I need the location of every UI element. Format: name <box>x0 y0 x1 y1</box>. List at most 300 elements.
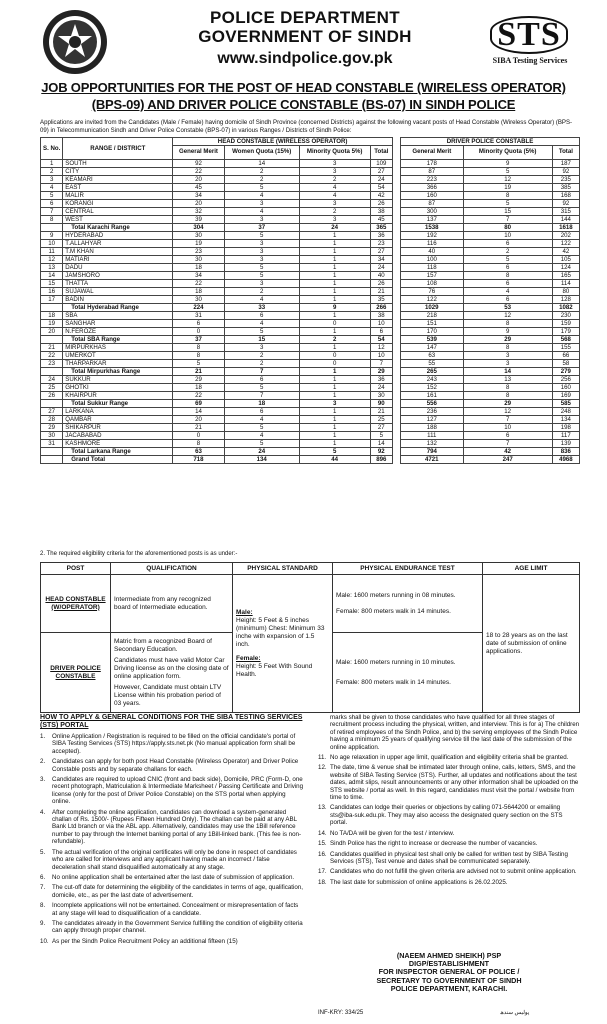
hc-value: 4 <box>299 192 370 200</box>
condition-text: No age relaxation in upper age limit, qualification and eligibility criteria shall be granted. <box>330 754 569 762</box>
hc-value: 92 <box>370 448 392 456</box>
howto-title: HOW TO APPLY & GENERAL CONDITIONS FOR THE SIBA TESTING SERVICES (STS) PORTAL <box>40 714 303 729</box>
hc-value: 0 <box>299 352 370 360</box>
total-row <box>41 456 393 464</box>
phys-male: Height: 5 Feet & 5 inches (minimum) Chest: Minimum 33 inche with expansion of 1.5 inch. <box>236 616 325 648</box>
dc-value: 8 <box>463 392 552 400</box>
condition-number: 16. <box>318 850 327 858</box>
dc-value: 111 <box>401 432 464 440</box>
qh-physical: PHYSICAL STANDARD <box>233 563 333 575</box>
dc-value: 10 <box>463 424 552 432</box>
dc-value: 4 <box>463 288 552 296</box>
condition-item <box>318 868 580 875</box>
total-row <box>401 336 580 344</box>
condition-number: 9. <box>40 919 46 927</box>
sno-cell: 3 <box>41 176 63 184</box>
dc-value: 151 <box>401 320 464 328</box>
condition-number: 17. <box>318 868 327 876</box>
district-name: MIRPURKHAS <box>63 344 173 352</box>
condition-number: 13. <box>318 804 327 812</box>
condition-number: 1. <box>40 733 46 740</box>
hc-group-header: HEAD CONSTABLE (WIRELESS OPERATOR) <box>173 138 393 146</box>
hc-end-female: Female: 800 meters walk in 14 minutes. <box>336 607 451 615</box>
dc-value: 243 <box>401 376 464 384</box>
district-name: LARKANA <box>63 408 173 416</box>
dc-value: 87 <box>401 168 464 176</box>
district-name: GHOTKI <box>63 384 173 392</box>
inf-number: INF-KRY: 334/25 <box>318 1010 364 1016</box>
sindh-police-emblem-icon <box>40 8 110 76</box>
dc-value: 836 <box>552 448 579 456</box>
dc-value: 265 <box>401 368 464 376</box>
condition-item <box>40 874 305 881</box>
hc-value: 29 <box>370 368 392 376</box>
dc-qual-3: However, Candidate must obtain LTV License within his probation period of 03 years. <box>114 683 222 707</box>
signature-block <box>318 952 580 993</box>
dc-value: 366 <box>401 184 464 192</box>
condition-text: No TA/DA will be given for the test / interview. <box>330 829 455 837</box>
dc-value: 179 <box>552 328 579 336</box>
hc-value: 38 <box>370 312 392 320</box>
district-name: SANGHAR <box>63 320 173 328</box>
dc-value: 1538 <box>401 224 464 232</box>
age-limit: 18 to 28 years as on the last date of submission of online applications. <box>483 575 580 713</box>
district-row <box>41 320 393 328</box>
dc-value: 80 <box>552 288 579 296</box>
hc-value: 18 <box>173 384 224 392</box>
hc-value: 1 <box>299 424 370 432</box>
dc-value: 6 <box>463 264 552 272</box>
hc-value: 3 <box>224 248 299 256</box>
condition-item <box>318 714 580 751</box>
district-row <box>41 232 393 240</box>
dc-value: 198 <box>552 424 579 432</box>
district-row <box>401 416 580 424</box>
phys-female-label: Female: <box>236 654 261 662</box>
district-name: THARPARKAR <box>63 360 173 368</box>
sno-cell <box>41 304 63 312</box>
sign-line-1: (NAEEM AHMED SHEIKH) PSP <box>396 951 502 960</box>
district-row <box>401 248 580 256</box>
dc-value: 10 <box>463 232 552 240</box>
dc-end-male: Male: 1600 meters running in 10 minutes. <box>336 658 456 666</box>
hc-value: 3 <box>224 256 299 264</box>
sno-cell: 14 <box>41 272 63 280</box>
dc-value: 105 <box>552 256 579 264</box>
how-to-apply-right <box>318 714 580 889</box>
hc-value: 2 <box>299 176 370 184</box>
district-name: DADU <box>63 264 173 272</box>
dc-value: 117 <box>552 432 579 440</box>
website-url[interactable]: www.sindpolice.gov.pk <box>217 50 393 67</box>
dc-value: 13 <box>463 376 552 384</box>
district-name: HYDERABAD <box>63 232 173 240</box>
district-row <box>41 160 393 168</box>
hc-value: 0 <box>173 432 224 440</box>
district-name: SUKKUR <box>63 376 173 384</box>
hc-value: 2 <box>299 208 370 216</box>
physical-standard <box>233 575 333 713</box>
hc-value: 36 <box>370 232 392 240</box>
sno-cell: 26 <box>41 392 63 400</box>
dc-value: 122 <box>552 240 579 248</box>
hc-value: 44 <box>299 456 370 464</box>
hc-value: 5 <box>224 232 299 240</box>
hc-value: 20 <box>173 416 224 424</box>
hc-value: 39 <box>173 216 224 224</box>
dc-value: 80 <box>463 224 552 232</box>
hc-value: 1 <box>299 256 370 264</box>
district-row <box>401 288 580 296</box>
hc-value: 1 <box>299 288 370 296</box>
sno-cell: 10 <box>41 240 63 248</box>
district-row <box>401 408 580 416</box>
dc-value: 63 <box>401 352 464 360</box>
title-line-2: GOVERNMENT OF SINDH <box>198 27 412 46</box>
dc-value: 300 <box>401 208 464 216</box>
condition-text: Candidates who do not fulfill the given criteria are advised not to submit online application. <box>330 868 577 876</box>
condition-text: Candidates can lodge their queries or objections by calling 071-5644200 or emailing sts@iba-suk.edu.pk. They may also access the designated query section on the STS portal. <box>330 804 563 827</box>
hc-value: 5 <box>299 448 370 456</box>
col-dc-minority: Minority Quota (5%) <box>463 146 552 160</box>
district-row <box>401 376 580 384</box>
district-row <box>401 176 580 184</box>
district-row <box>401 280 580 288</box>
dc-value: 556 <box>401 400 464 408</box>
district-row <box>41 248 393 256</box>
sno-cell: 13 <box>41 264 63 272</box>
hc-value: 5 <box>173 360 224 368</box>
eligibility-note: 2. The required eligibility criteria for the aforementioned posts is as under:- <box>40 551 238 557</box>
dc-value: 7 <box>463 440 552 448</box>
dc-value: 6 <box>463 432 552 440</box>
hc-value: 26 <box>370 280 392 288</box>
dc-value: 127 <box>401 416 464 424</box>
qh-endurance: PHYSICAL ENDURANCE TEST <box>333 563 483 575</box>
hc-value: 23 <box>173 248 224 256</box>
dc-value: 248 <box>552 408 579 416</box>
hc-value: 35 <box>370 296 392 304</box>
hc-value: 3 <box>299 400 370 408</box>
eligibility-table <box>40 562 580 713</box>
dc-value: 5 <box>463 200 552 208</box>
condition-text: The actual verification of the original certificates will only be done in respect of candidates who are called for interviews and any applicant having made an incorrect / false deceleration shall stand disqualified automatically at any stage. <box>52 848 297 871</box>
dc-value: 9 <box>463 328 552 336</box>
qh-qualification: QUALIFICATION <box>111 563 233 575</box>
dc-value: 15 <box>463 208 552 216</box>
dc-value: 169 <box>552 392 579 400</box>
hc-value: 37 <box>173 336 224 344</box>
district-name: MATIARI <box>63 256 173 264</box>
headline-line-2: (BPS-09) AND DRIVER POLICE CONSTABLE (BS-07) IN SINDH POLICE <box>91 97 516 112</box>
sno-cell: 2 <box>41 168 63 176</box>
condition-item <box>318 764 580 801</box>
hc-endurance <box>333 575 483 633</box>
dc-qualification <box>111 633 233 713</box>
sno-cell <box>41 368 63 376</box>
hc-value: 23 <box>370 240 392 248</box>
hc-value: 718 <box>173 456 224 464</box>
col-total: Total <box>370 146 392 160</box>
condition-text: Incomplete applications will not be entertained. Concealment or misrepresentation of facts at any stage will lead to disqualification of a candidate. <box>52 902 299 917</box>
hc-value: 2 <box>224 352 299 360</box>
dc-value: 6 <box>463 240 552 248</box>
condition-number: 2. <box>40 758 46 766</box>
hc-value: 27 <box>370 424 392 432</box>
dc-value: 187 <box>552 160 579 168</box>
hc-value: 26 <box>370 200 392 208</box>
district-name: CITY <box>63 168 173 176</box>
sno-cell: 27 <box>41 408 63 416</box>
district-name: BADIN <box>63 296 173 304</box>
sno-cell: 28 <box>41 416 63 424</box>
dc-value: 100 <box>401 256 464 264</box>
sno-cell: 5 <box>41 192 63 200</box>
dc-value: 160 <box>552 384 579 392</box>
dc-value: 315 <box>552 208 579 216</box>
sno-cell: 9 <box>41 232 63 240</box>
total-row <box>401 368 580 376</box>
hc-value: 18 <box>173 264 224 272</box>
dc-value: 122 <box>401 296 464 304</box>
district-row <box>401 384 580 392</box>
condition-item <box>40 776 305 806</box>
dc-value: 29 <box>463 336 552 344</box>
hc-value: 1 <box>299 416 370 424</box>
total-row <box>41 304 393 312</box>
condition-item <box>40 884 305 899</box>
header <box>0 0 607 80</box>
dc-value: 1618 <box>552 224 579 232</box>
condition-text: The date, time & venue shall be intimated later through online, calls, letters, SMS, and the website of SIBA Testing Service (STS). Further, all updates and notifications about the test dates, admit slips, result announcements or any other information shall be uploaded on the STS website / portal as well. In this regard, candidates must visit the portal / website from time to time. <box>330 764 579 802</box>
hc-value: 24 <box>224 448 299 456</box>
hc-value: 21 <box>370 288 392 296</box>
condition-number: 3. <box>40 776 46 784</box>
condition-text: Candidates are required to upload CNIC (front and back side), Domicile, PRC (Form-D, one recent photograph, Matriculation & Intermediate Marksheet / Passing Certificate and Driving license (only for the post of Driver Police Constable) on the STS portal when applying online. <box>52 776 304 806</box>
hc-value: 4 <box>224 416 299 424</box>
district-row <box>41 424 393 432</box>
sts-logo <box>490 16 570 68</box>
condition-item <box>318 804 580 826</box>
dc-value: 14 <box>463 368 552 376</box>
total-row <box>41 224 393 232</box>
sno-cell <box>41 448 63 456</box>
district-row <box>401 192 580 200</box>
col-women: Women Quota (15%) <box>224 146 299 160</box>
hc-value: 1 <box>299 328 370 336</box>
dc-value: 116 <box>401 240 464 248</box>
district-row <box>41 352 393 360</box>
district-name: EAST <box>63 184 173 192</box>
hc-value: 1 <box>299 408 370 416</box>
hc-value: 1 <box>299 376 370 384</box>
dc-value: 66 <box>552 352 579 360</box>
dc-value: 58 <box>552 360 579 368</box>
condition-number <box>318 714 330 751</box>
col-minority: Minority Quota 5%) <box>299 146 370 160</box>
headline-line-1: JOB OPPORTUNITIES FOR THE POST OF HEAD CONSTABLE (WIRELESS OPERATOR) <box>41 80 566 95</box>
hc-value: 54 <box>370 336 392 344</box>
qh-post: POST <box>41 563 111 575</box>
range-total-name: Total Hyderabad Range <box>63 304 173 312</box>
district-row <box>401 200 580 208</box>
hc-value: 22 <box>173 168 224 176</box>
sno-cell: 19 <box>41 320 63 328</box>
dc-value: 568 <box>552 336 579 344</box>
hc-value: 18 <box>173 288 224 296</box>
dc-value: 188 <box>401 424 464 432</box>
dc-value: 92 <box>552 168 579 176</box>
district-name: CENTRAL <box>63 208 173 216</box>
hc-value: 7 <box>370 360 392 368</box>
district-name: KHAIRPUR <box>63 392 173 400</box>
district-row <box>401 216 580 224</box>
hc-value: 4 <box>224 296 299 304</box>
dc-value: 157 <box>401 272 464 280</box>
hc-post: HEAD CONSTABLE (W/OPERATOR) <box>41 575 111 633</box>
dc-value: 152 <box>401 384 464 392</box>
hc-value: 34 <box>370 256 392 264</box>
dc-value: 6 <box>463 280 552 288</box>
condition-item <box>318 754 580 761</box>
dc-value: 202 <box>552 232 579 240</box>
hc-value: 3 <box>299 216 370 224</box>
district-name: SHIKARPUR <box>63 424 173 432</box>
condition-text: After completing the online application, candidates can download a system-generated challan of Rs. 1500/- (Rupees Fifteen Hundred Only). The challan can be paid at any ABL Bank Ltd branch or via the ABL app. Alternatively, candidates may use the 1Bill reference number to pay through the Internet banking portal of any 1Bill-linked bank. (This fee is non-refundable). <box>52 808 302 846</box>
condition-number: 10. <box>40 937 49 945</box>
condition-item <box>318 830 580 837</box>
hc-value: 12 <box>370 344 392 352</box>
hc-value: 3 <box>299 168 370 176</box>
hc-value: 5 <box>224 440 299 448</box>
hc-value: 20 <box>173 176 224 184</box>
total-row <box>41 448 393 456</box>
dc-value: 230 <box>552 312 579 320</box>
condition-text: Candidates qualified in physical test shall only be called for written test by SIBA Testing Services (STS), Test venue and dates shall be communicated separately. <box>330 850 568 865</box>
hc-value: 1 <box>299 240 370 248</box>
condition-item <box>318 879 580 886</box>
hc-value: 37 <box>224 224 299 232</box>
hc-value: 0 <box>299 320 370 328</box>
dc-value: 114 <box>552 280 579 288</box>
dc-value: 108 <box>401 280 464 288</box>
sno-cell: 8 <box>41 216 63 224</box>
hc-value: 30 <box>173 232 224 240</box>
dc-value: 3 <box>463 352 552 360</box>
hc-value: 18 <box>224 400 299 408</box>
sno-cell: 17 <box>41 296 63 304</box>
dc-value: 128 <box>552 296 579 304</box>
dc-value: 147 <box>401 344 464 352</box>
col-general: General Merit <box>173 146 224 160</box>
dc-value: 236 <box>401 408 464 416</box>
district-row <box>401 168 580 176</box>
hc-value: 1 <box>299 432 370 440</box>
district-row <box>41 328 393 336</box>
dc-value: 53 <box>463 304 552 312</box>
sno-cell: 31 <box>41 440 63 448</box>
dc-value: 92 <box>552 200 579 208</box>
dc-value: 385 <box>552 184 579 192</box>
hc-value: 0 <box>173 328 224 336</box>
hc-value: 1 <box>299 280 370 288</box>
condition-number: 4. <box>40 808 46 816</box>
hc-end-male: Male: 1600 meters running in 08 minutes. <box>336 591 456 599</box>
condition-number: 7. <box>40 884 46 892</box>
hc-value: 69 <box>173 400 224 408</box>
total-row <box>41 368 393 376</box>
district-row <box>401 208 580 216</box>
hc-value: 10 <box>370 320 392 328</box>
job-headline <box>12 79 595 113</box>
district-name: JAMSHORO <box>63 272 173 280</box>
hc-value: 3 <box>224 344 299 352</box>
hc-value: 1 <box>299 392 370 400</box>
hc-value: 365 <box>370 224 392 232</box>
dc-value: 12 <box>463 408 552 416</box>
condition-number: 14. <box>318 829 327 837</box>
hc-value: 6 <box>224 376 299 384</box>
condition-number: 11. <box>318 754 327 762</box>
hc-value: 6 <box>224 312 299 320</box>
sno-cell: 22 <box>41 352 63 360</box>
district-row <box>41 256 393 264</box>
district-row <box>401 232 580 240</box>
dc-value: 132 <box>401 440 464 448</box>
district-row <box>401 424 580 432</box>
district-row <box>401 296 580 304</box>
district-name: T.ALLAHYAR <box>63 240 173 248</box>
district-row <box>41 168 393 176</box>
hc-value: 14 <box>173 408 224 416</box>
sno-cell: 20 <box>41 328 63 336</box>
hc-value: 4 <box>224 320 299 328</box>
district-row <box>41 376 393 384</box>
sno-cell: 29 <box>41 424 63 432</box>
hc-value: 2 <box>224 288 299 296</box>
hc-value: 22 <box>173 392 224 400</box>
dc-value: 8 <box>463 384 552 392</box>
sno-cell: 23 <box>41 360 63 368</box>
dc-value: 144 <box>552 216 579 224</box>
sno-cell: 11 <box>41 248 63 256</box>
dc-value: 155 <box>552 344 579 352</box>
hc-value: 2 <box>224 168 299 176</box>
urdu-footer: پولیس سندھ <box>500 1010 530 1016</box>
district-row <box>41 192 393 200</box>
range-total-name: Total Mirpurkhas Range <box>63 368 173 376</box>
dc-value: 794 <box>401 448 464 456</box>
dc-value: 137 <box>401 216 464 224</box>
dc-value: 4721 <box>401 456 464 464</box>
hc-value: 54 <box>370 184 392 192</box>
hc-value: 8 <box>173 440 224 448</box>
condition-item <box>40 920 305 935</box>
district-row <box>41 432 393 440</box>
district-row <box>401 264 580 272</box>
district-row <box>41 216 393 224</box>
district-row <box>401 344 580 352</box>
dc-value: 12 <box>463 176 552 184</box>
hc-value: 10 <box>370 352 392 360</box>
district-row <box>41 440 393 448</box>
hc-value: 24 <box>299 224 370 232</box>
hc-value: 14 <box>370 440 392 448</box>
hc-value: 34 <box>173 192 224 200</box>
sign-line-3: FOR INSPECTOR GENERAL OF POLICE / <box>378 967 520 977</box>
condition-text: Online Application / Registration is required to be filled on the official candidate's portal of SIBA Testing Services (STS) https://apply.sts.net.pk (No manual application form shall be accepted). <box>52 733 296 755</box>
dc-value: 247 <box>463 456 552 464</box>
